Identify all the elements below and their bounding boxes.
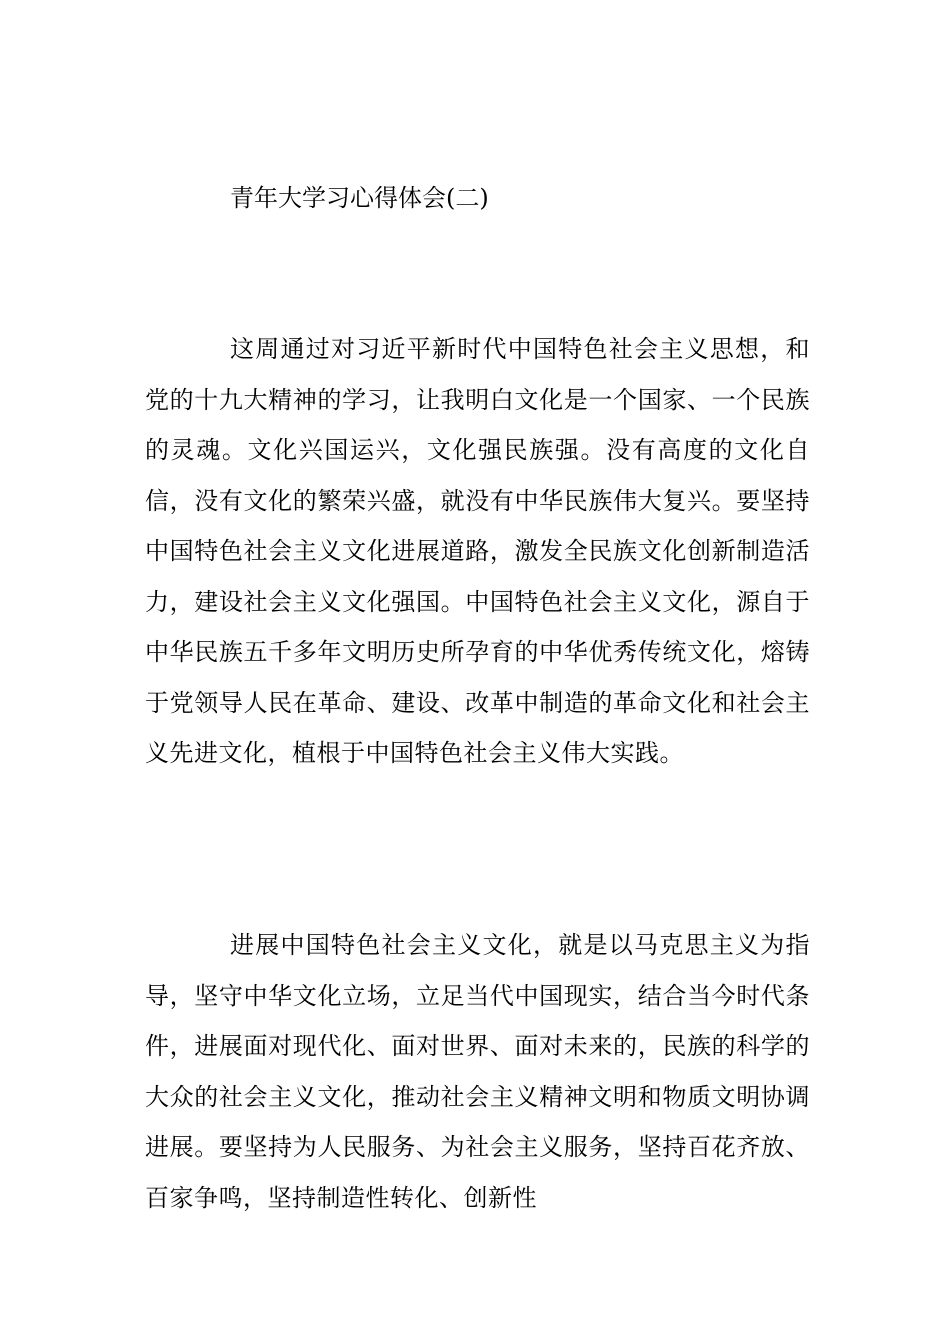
body-paragraph-1: 这周通过对习近平新时代中国特色社会主义思想，和党的十九大精神的学习，让我明白文化是一个国家、一个民族的灵魂。文化兴国运兴，文化强民族强。没有高度的文化自信，没有文化的繁荣兴盛，就没有中华民族伟大复兴。要坚持中国特色社会主义文化进展道路，激发全民族文化创新制造活力，建设社会主义文化强国。中国特色社会主义文化，源自于中华民族五千多年文明历史所孕育的中华优秀传统文化，熔铸于党领导人民在革命、建设、改革中制造的革命文化和社会主义先进文化，植根于中国特色社会主义伟大实践。 [145, 335, 810, 767]
body-paragraph-2: 进展中国特色社会主义文化，就是以马克思主义为指导，坚守中华文化立场，立足当代中国现实，结合当今时代条件，进展面对现代化、面对世界、面对未来的，民族的科学的大众的社会主义文化，推动社会主义精神文明和物质文明协调进展。要坚持为人民服务、为社会主义服务，坚持百花齐放、百家争鸣，坚持制造性转化、创新性 [145, 931, 810, 1212]
document-title: 青年大学习心得体会(二) [230, 184, 489, 212]
